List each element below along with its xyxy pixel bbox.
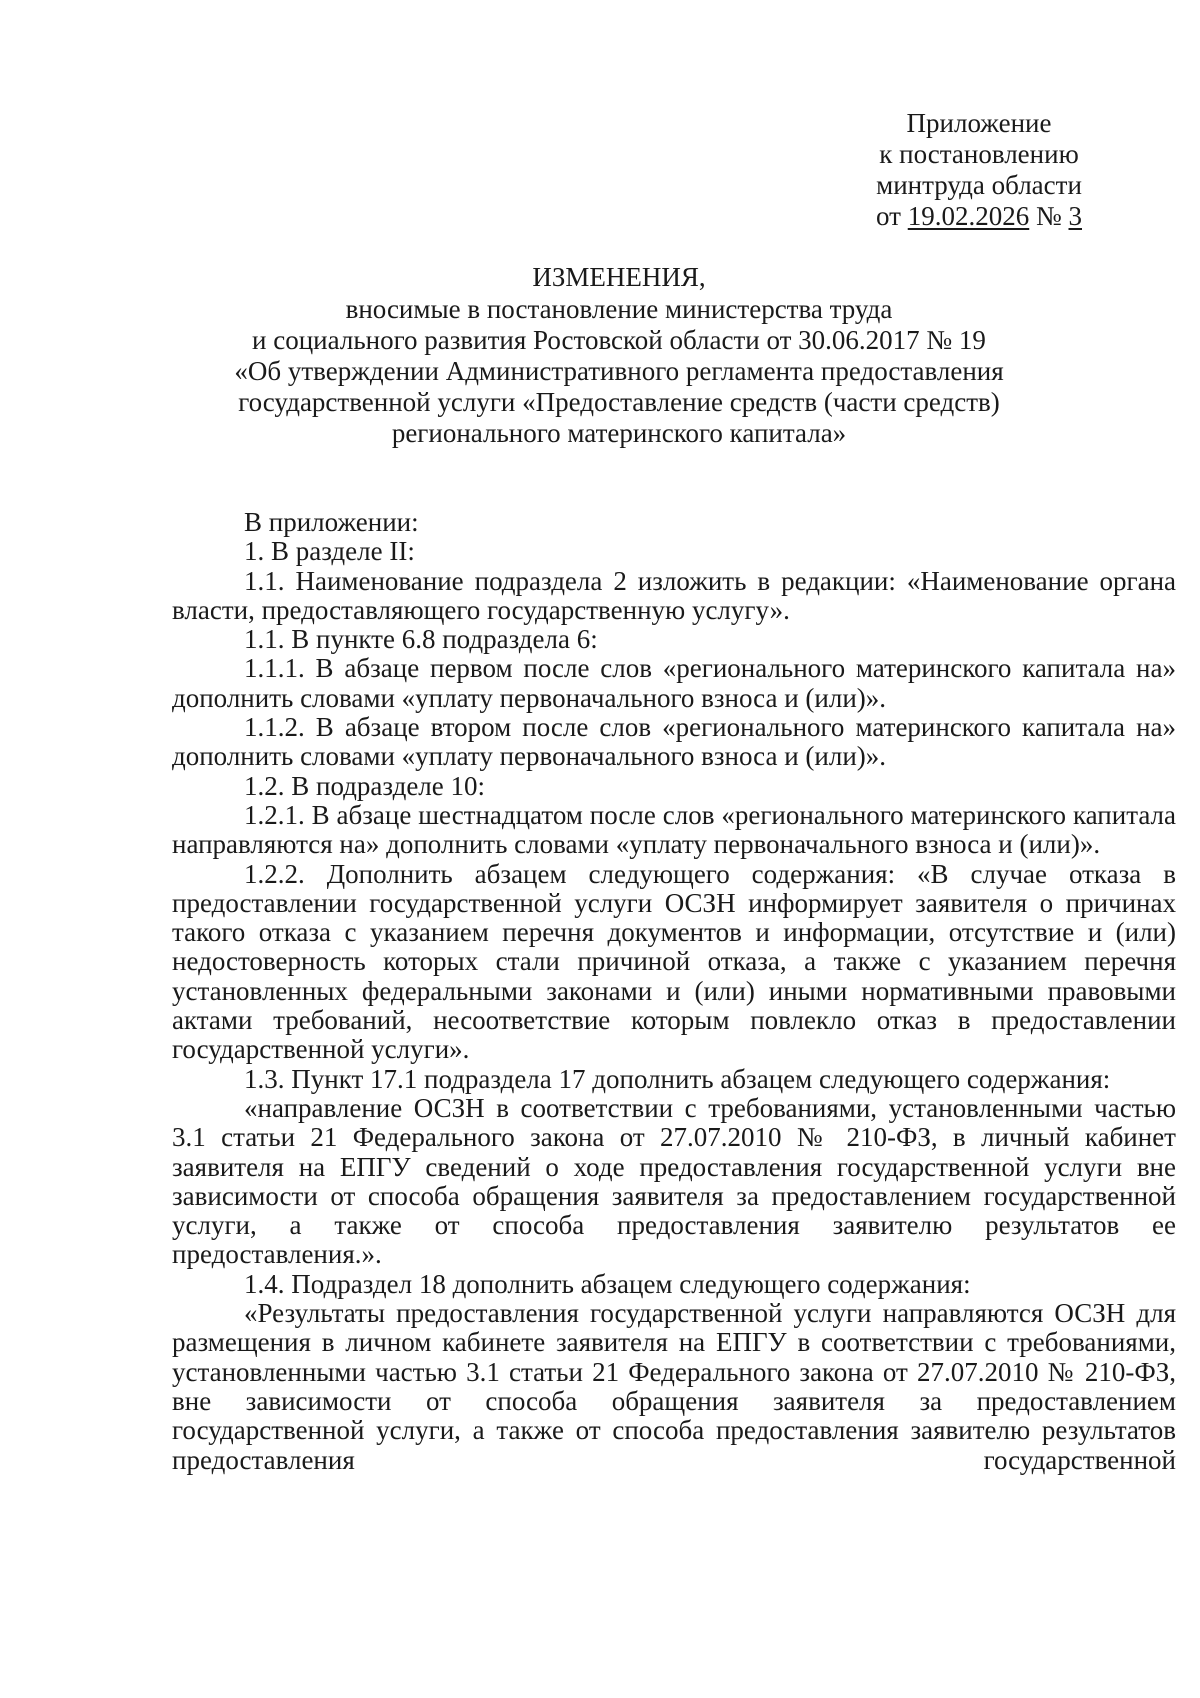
- appendix-line-1: Приложение: [906, 108, 1052, 138]
- appendix-line-2: к постановлению: [879, 139, 1079, 169]
- heading-line-1: вносимые в постановление министерства труда: [345, 294, 893, 324]
- resolution-number: 3: [1068, 201, 1082, 231]
- document-body: [172, 508, 1176, 1475]
- appendix-date-line: [876, 201, 1082, 232]
- appendix-line-3: минтруда области: [876, 170, 1082, 200]
- paragraph-1-3: 1.3. Пункт 17.1 подраздела 17 дополнить абзацем следующего содержания:: [244, 1063, 1111, 1094]
- date-prefix: от: [876, 201, 908, 231]
- paragraph-intro: В приложении:: [244, 507, 419, 537]
- paragraph-1-1-title: 1.1. Наименование подраздела 2 изложить в редакции: «Наименование органа власти, предоставляющего государственную услугу».: [172, 565, 1176, 625]
- resolution-date: 19.02.2026: [907, 201, 1030, 231]
- paragraph-1-2-1: 1.2.1. В абзаце шестнадцатом после слов «регионального материнского капитала направляются на» дополнить словами «уплату первоначального взноса и (или)».: [172, 799, 1176, 860]
- number-prefix: №: [1029, 201, 1069, 231]
- paragraph-1-1-1: 1.1.1. В абзаце первом после слов «регионального материнского капитала на» дополнить словами «уплату первоначального взноса и (или)».: [172, 653, 1176, 713]
- appendix-block: [876, 108, 1082, 232]
- heading-title: ИЗМЕНЕНИЯ,: [532, 262, 706, 292]
- paragraph-1-4: 1.4. Подраздел 18 дополнить абзацем следующего содержания:: [244, 1268, 971, 1299]
- paragraph-1-1-point: 1.1. В пункте 6.8 подраздела 6:: [244, 624, 598, 655]
- paragraph-section-1: 1. В разделе II:: [244, 536, 415, 567]
- paragraph-1-2: 1.2. В подразделе 10:: [244, 770, 486, 801]
- heading-line-2: и социального развития Ростовской области от 30.06.2017 № 19: [252, 325, 986, 355]
- paragraph-1-4-quote: «Результаты предоставления государственной услуги направляются ОСЗН для размещения в личном кабинете заявителя на ЕПГУ в соответствии с требованиями, установленными частью 3.1 статьи 21 Федерального закона от 27.07.2010 № 210-ФЗ, вне зависимости от способа обращения заявителя за предоставлением государственной услуги, а также от способа предоставления заявителю результатов предоставления государственной: [172, 1298, 1176, 1475]
- heading-line-5: регионального материнского капитала»: [391, 418, 847, 448]
- heading-line-4: государственной услуги «Предоставление средств (части средств): [238, 387, 1000, 417]
- paragraph-1-2-2: 1.2.2. Дополнить абзацем следующего содержания: «В случае отказа в предоставлении государственной услуги ОСЗН информирует заявителя о причинах такого отказа с указанием перечня документов и информации, отсутствие и (или) недостоверность которых стали причиной отказа, а также с указанием перечня установленных федеральными законами и (или) иными нормативными правовыми актами требований, несоответствие которым повлекло отказ в предоставлении государственной услуги».: [172, 858, 1176, 1065]
- heading-line-3: «Об утверждении Административного регламента предоставления: [234, 356, 1004, 386]
- document-heading: [170, 262, 1068, 449]
- paragraph-1-3-quote: «направление ОСЗН в соответствии с требованиями, установленными частью 3.1 статьи 21 Федерального закона от 27.07.2010 № 210-ФЗ, в личный кабинет заявителя на ЕПГУ сведений о ходе предоставления государственной услуги вне зависимости от способа обращения заявителя за предоставлением государственной услуги, а также от способа предоставления заявителю результатов ее предоставления.».: [172, 1092, 1176, 1270]
- paragraph-1-1-2: 1.1.2. В абзаце втором после слов «регионального материнского капитала на» дополнить словами «уплату первоначального взноса и (или)».: [172, 712, 1176, 772]
